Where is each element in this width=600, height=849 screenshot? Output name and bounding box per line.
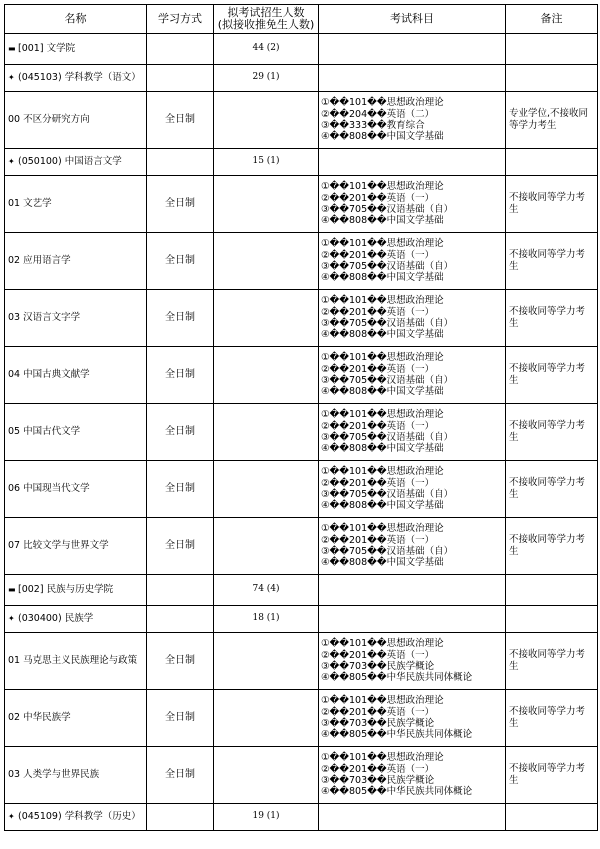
direction-row <box>5 233 598 290</box>
direction-name: 06 中国现当代文学 <box>5 461 147 518</box>
discipline-name <box>5 804 147 831</box>
exam-subject-line: ③��705��汉语基础（自） <box>321 489 454 500</box>
direction-mode: 全日制 <box>147 290 214 347</box>
direction-mode: 全日制 <box>147 633 214 690</box>
college-subjects <box>319 34 506 65</box>
discipline-name-text: (045109) 学科教学（历史） <box>18 811 141 823</box>
direction-subjects <box>319 290 506 347</box>
college-count: 74 (4) <box>214 575 319 606</box>
direction-row <box>5 690 598 747</box>
direction-note: 专业学位,不接收同等学力考生 <box>506 92 598 149</box>
exam-subject-line: ③��705��汉语基础（自） <box>321 375 454 386</box>
direction-name: 03 汉语言文字学 <box>5 290 147 347</box>
direction-subjects <box>319 461 506 518</box>
college-name <box>5 34 147 65</box>
direction-subjects <box>319 176 506 233</box>
discipline-diamond-icon: ✦ <box>8 157 15 167</box>
exam-subject-line: ①��101��思想政治理论 <box>321 352 444 364</box>
direction-note: 不接收同等学力考生 <box>506 747 598 804</box>
direction-note: 不接收同等学力考生 <box>506 176 598 233</box>
discipline-note <box>506 804 598 831</box>
direction-mode: 全日制 <box>147 747 214 804</box>
discipline-name-text: (050100) 中国语言文学 <box>18 156 122 168</box>
discipline-mode <box>147 149 214 176</box>
exam-subject-line: ④��805��中华民族共同体概论 <box>321 786 473 798</box>
direction-name: 00 不区分研究方向 <box>5 92 147 149</box>
discipline-name <box>5 65 147 92</box>
exam-subject-line: ③��705��汉语基础（自） <box>321 261 454 272</box>
header-exam-subjects: 考试科目 <box>319 5 506 34</box>
college-name-text: [001] 文学院 <box>18 43 76 55</box>
direction-note: 不接收同等学力考生 <box>506 690 598 747</box>
exam-subject-line: ④��805��中华民族共同体概论 <box>321 729 473 741</box>
discipline-mode <box>147 606 214 633</box>
college-mode <box>147 34 214 65</box>
direction-mode: 全日制 <box>147 347 214 404</box>
discipline-note <box>506 65 598 92</box>
exam-subject-line: ③��703��民族学概论 <box>321 718 435 729</box>
exam-subject-line: ①��101��思想政治理论 <box>321 238 444 250</box>
header-row <box>5 5 598 34</box>
direction-mode: 全日制 <box>147 518 214 575</box>
direction-subjects <box>319 233 506 290</box>
direction-note: 不接收同等学力考生 <box>506 233 598 290</box>
direction-name: 07 比较文学与世界文学 <box>5 518 147 575</box>
college-name-text: [002] 民族与历史学院 <box>18 584 114 596</box>
direction-mode: 全日制 <box>147 404 214 461</box>
exam-subject-line: ②��201��英语（一） <box>321 249 435 261</box>
college-square-icon: ▬ <box>8 44 16 54</box>
direction-count <box>214 633 319 690</box>
exam-subject-line: ①��101��思想政治理论 <box>321 695 444 707</box>
exam-subject-line: ④��808��中国文学基础 <box>321 215 444 227</box>
exam-subject-line: ③��703��民族学概论 <box>321 661 435 672</box>
direction-row <box>5 347 598 404</box>
header-plan-line1: 拟考试招生人数 <box>227 5 305 19</box>
discipline-name <box>5 606 147 633</box>
college-mode <box>147 575 214 606</box>
exam-subject-line: ④��808��中国文学基础 <box>321 557 444 569</box>
direction-name: 03 人类学与世界民族 <box>5 747 147 804</box>
exam-subject-line: ①��101��思想政治理论 <box>321 752 444 764</box>
direction-name: 01 文艺学 <box>5 176 147 233</box>
direction-mode: 全日制 <box>147 233 214 290</box>
header-study-mode: 学习方式 <box>147 5 214 34</box>
discipline-name-text: (045103) 学科教学（语文） <box>18 72 141 84</box>
discipline-subjects <box>319 149 506 176</box>
direction-row <box>5 747 598 804</box>
exam-subject-line: ④��808��中国文学基础 <box>321 500 444 512</box>
direction-row <box>5 92 598 149</box>
direction-row <box>5 518 598 575</box>
exam-subject-line: ①��101��思想政治理论 <box>321 409 444 421</box>
exam-subject-line: ②��201��英语（一） <box>321 534 435 546</box>
direction-count <box>214 347 319 404</box>
college-square-icon: ▬ <box>8 585 16 595</box>
discipline-subjects <box>319 65 506 92</box>
direction-mode: 全日制 <box>147 92 214 149</box>
direction-subjects <box>319 518 506 575</box>
direction-count <box>214 461 319 518</box>
discipline-row <box>5 606 598 633</box>
direction-name: 05 中国古代文学 <box>5 404 147 461</box>
discipline-note <box>506 606 598 633</box>
direction-name: 04 中国古典文献学 <box>5 347 147 404</box>
header-note: 备注 <box>506 5 598 34</box>
discipline-name-text: (030400) 民族学 <box>18 613 94 625</box>
discipline-count: 18 (1) <box>214 606 319 633</box>
discipline-mode <box>147 804 214 831</box>
college-row <box>5 575 598 606</box>
exam-subject-line: ②��201��英语（一） <box>321 763 435 775</box>
exam-subject-line: ②��204��英语（二） <box>321 108 435 120</box>
exam-subject-line: ②��201��英语（一） <box>321 649 435 661</box>
discipline-diamond-icon: ✦ <box>8 614 15 624</box>
direction-note: 不接收同等学力考生 <box>506 404 598 461</box>
exam-subject-line: ①��101��思想政治理论 <box>321 466 444 478</box>
direction-count <box>214 690 319 747</box>
exam-subject-line: ②��201��英语（一） <box>321 477 435 489</box>
discipline-diamond-icon: ✦ <box>8 73 15 83</box>
direction-count <box>214 747 319 804</box>
admissions-table <box>4 4 598 831</box>
direction-mode: 全日制 <box>147 176 214 233</box>
exam-subject-line: ④��808��中国文学基础 <box>321 131 444 143</box>
exam-subject-line: ③��705��汉语基础（自） <box>321 546 454 557</box>
discipline-subjects <box>319 804 506 831</box>
direction-row <box>5 461 598 518</box>
header-plan-line2: (拟接收推免生人数) <box>217 18 315 31</box>
direction-subjects <box>319 92 506 149</box>
exam-subject-line: ①��101��思想政治理论 <box>321 181 444 193</box>
exam-subject-line: ②��201��英语（一） <box>321 363 435 375</box>
direction-mode: 全日制 <box>147 690 214 747</box>
direction-note: 不接收同等学力考生 <box>506 347 598 404</box>
direction-subjects <box>319 690 506 747</box>
direction-count <box>214 92 319 149</box>
direction-count <box>214 404 319 461</box>
exam-subject-line: ③��705��汉语基础（自） <box>321 204 454 215</box>
direction-row <box>5 633 598 690</box>
college-row <box>5 34 598 65</box>
discipline-count: 15 (1) <box>214 149 319 176</box>
exam-subject-line: ④��805��中华民族共同体概论 <box>321 672 473 684</box>
direction-note: 不接收同等学力考生 <box>506 633 598 690</box>
header-name: 名称 <box>5 5 147 34</box>
discipline-count: 29 (1) <box>214 65 319 92</box>
discipline-subjects <box>319 606 506 633</box>
exam-subject-line: ②��201��英语（一） <box>321 706 435 718</box>
direction-mode: 全日制 <box>147 461 214 518</box>
direction-note: 不接收同等学力考生 <box>506 518 598 575</box>
exam-subject-line: ①��101��思想政治理论 <box>321 523 444 535</box>
direction-name: 01 马克思主义民族理论与政策 <box>5 633 147 690</box>
direction-row <box>5 290 598 347</box>
direction-count <box>214 233 319 290</box>
direction-count <box>214 518 319 575</box>
direction-subjects <box>319 633 506 690</box>
direction-row <box>5 404 598 461</box>
discipline-mode <box>147 65 214 92</box>
direction-count <box>214 290 319 347</box>
discipline-note <box>506 149 598 176</box>
exam-subject-line: ②��201��英语（一） <box>321 306 435 318</box>
discipline-row <box>5 149 598 176</box>
header-enrollment-plan <box>214 5 319 34</box>
discipline-count: 19 (1) <box>214 804 319 831</box>
college-note <box>506 34 598 65</box>
direction-subjects <box>319 347 506 404</box>
direction-note: 不接收同等学力考生 <box>506 290 598 347</box>
exam-subject-line: ④��808��中国文学基础 <box>321 386 444 398</box>
exam-subject-line: ③��333��教育综合 <box>321 120 425 131</box>
direction-subjects <box>319 747 506 804</box>
college-name <box>5 575 147 606</box>
exam-subject-line: ④��808��中国文学基础 <box>321 443 444 455</box>
direction-name: 02 应用语言学 <box>5 233 147 290</box>
direction-name: 02 中华民族学 <box>5 690 147 747</box>
exam-subject-line: ④��808��中国文学基础 <box>321 329 444 341</box>
direction-subjects <box>319 404 506 461</box>
discipline-diamond-icon: ✦ <box>8 812 15 822</box>
direction-count <box>214 176 319 233</box>
discipline-name <box>5 149 147 176</box>
college-note <box>506 575 598 606</box>
direction-note: 不接收同等学力考生 <box>506 461 598 518</box>
exam-subject-line: ①��101��思想政治理论 <box>321 97 444 109</box>
exam-subject-line: ④��808��中国文学基础 <box>321 272 444 284</box>
exam-subject-line: ①��101��思想政治理论 <box>321 638 444 650</box>
discipline-row <box>5 804 598 831</box>
exam-subject-line: ③��705��汉语基础（自） <box>321 318 454 329</box>
exam-subject-line: ③��703��民族学概论 <box>321 775 435 786</box>
college-subjects <box>319 575 506 606</box>
exam-subject-line: ③��705��汉语基础（自） <box>321 432 454 443</box>
exam-subject-line: ②��201��英语（一） <box>321 420 435 432</box>
discipline-row <box>5 65 598 92</box>
exam-subject-line: ②��201��英语（一） <box>321 192 435 204</box>
exam-subject-line: ①��101��思想政治理论 <box>321 295 444 307</box>
direction-row <box>5 176 598 233</box>
college-count: 44 (2) <box>214 34 319 65</box>
